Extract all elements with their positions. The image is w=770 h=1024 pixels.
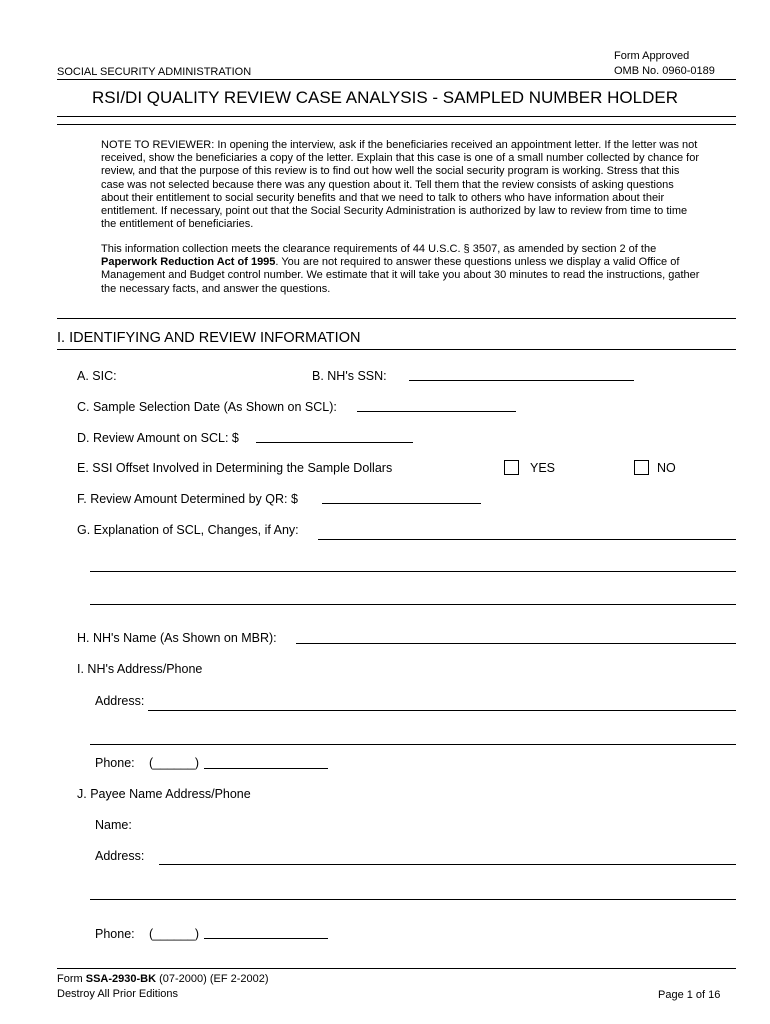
label-sic: A. SIC: (77, 369, 117, 383)
note-paragraph: NOTE TO REVIEWER: In opening the interview, ask if the beneficiaries received an appointment letter. If the letter was not received, show the beneficiaries a copy of the letter. Explain that this case is one of a small number collected by chance for review, and that the purpose of this review is to find out how well the social security program is working. Stress that this case was not selected because there was any question about it. Tell them that the review consists of asking questions about their entitlement to social security benefits and that we need to talk to others who have information about their entitlement. If necessary, point out that the Social Security Administration is authorized by law to review from time to time the entitlement of beneficiaries. (101, 139, 699, 231)
yes-checkbox[interactable] (504, 460, 519, 475)
label-payee-address: Address: (95, 849, 145, 863)
label-payee: J. Payee Name Address/Phone (77, 787, 251, 801)
notice-paragraph (101, 243, 701, 296)
paperwork-notice (101, 243, 701, 296)
page-number: Page 1 of 16 (658, 989, 721, 1001)
yes-label: YES (530, 461, 556, 475)
form-approved: Form Approved (614, 50, 690, 62)
nh-address-line-2[interactable] (90, 744, 736, 745)
notice-text-b: . You are not required to answer these questions unless we display a valid Office of Management and Budget control number. We estimate that it will take you about 30 minutes to read the instructions, gather the necessary facts, and answer the questions. (101, 256, 700, 295)
label-nh-address-phone: I. NH's Address/Phone (77, 662, 203, 676)
form-id: SSA-2930-BK (85, 973, 157, 985)
section-rule-top (57, 318, 736, 319)
label-payee-phone: Phone: (95, 927, 135, 941)
label-explanation: G. Explanation of SCL, Changes, if Any: (77, 523, 299, 537)
payee-phone-area-code[interactable]: (______) (149, 927, 200, 941)
sample-date-field[interactable] (357, 411, 516, 412)
label-ssi-offset: E. SSI Offset Involved in Determining the Sample Dollars (77, 461, 393, 475)
nh-name-field[interactable] (296, 643, 736, 644)
label-nh-ssn: B. NH's SSN: (312, 369, 387, 383)
reviewer-note (101, 139, 701, 231)
label-phone: Phone: (95, 756, 135, 770)
form-prefix: Form (57, 973, 86, 985)
label-payee-name: Name: (95, 818, 132, 832)
no-label: NO (657, 461, 676, 475)
label-review-amount-scl: D. Review Amount on SCL: $ (77, 431, 239, 445)
title-rule-bottom (57, 124, 736, 125)
payee-phone-field[interactable] (204, 938, 328, 939)
form-suffix: (07-2000) (EF 2-2002) (156, 973, 269, 985)
payee-address-line-2[interactable] (90, 899, 736, 900)
nh-phone-field[interactable] (204, 768, 328, 769)
explanation-line-2[interactable] (90, 571, 736, 572)
label-sample-date: C. Sample Selection Date (As Shown on SCL): (77, 400, 337, 414)
section-rule-bottom (57, 349, 736, 350)
omb-number: OMB No. 0960-0189 (614, 65, 715, 77)
explanation-line-1[interactable] (318, 539, 736, 540)
page-title: RSI/DI QUALITY REVIEW CASE ANALYSIS - SAMPLED NUMBER HOLDER (91, 88, 678, 107)
title-rule-top (57, 116, 736, 117)
form-number (57, 973, 269, 985)
destroy-notice: Destroy All Prior Editions (57, 988, 179, 1000)
label-review-amount-qr: F. Review Amount Determined by QR: $ (77, 492, 298, 506)
review-amount-qr-field[interactable] (322, 503, 481, 504)
no-checkbox[interactable] (634, 460, 649, 475)
header-rule (57, 79, 736, 80)
footer-rule (57, 968, 736, 969)
nh-address-line-1[interactable] (148, 710, 736, 711)
phone-area-code[interactable]: (______) (149, 756, 200, 770)
agency-name: SOCIAL SECURITY ADMINISTRATION (57, 66, 252, 78)
nh-ssn-field[interactable] (409, 380, 634, 381)
notice-act-name: Paperwork Reduction Act of 1995 (101, 256, 276, 269)
section-heading: I. IDENTIFYING AND REVIEW INFORMATION (57, 330, 361, 346)
review-amount-scl-field[interactable] (256, 442, 413, 443)
notice-text-a: This information collection meets the clearance requirements of 44 U.S.C. § 3507, as amended by section 2 of the (101, 243, 657, 255)
payee-address-line-1[interactable] (159, 864, 736, 865)
label-address: Address: (95, 694, 145, 708)
explanation-line-3[interactable] (90, 604, 736, 605)
label-nh-name: H. NH's Name (As Shown on MBR): (77, 631, 277, 645)
